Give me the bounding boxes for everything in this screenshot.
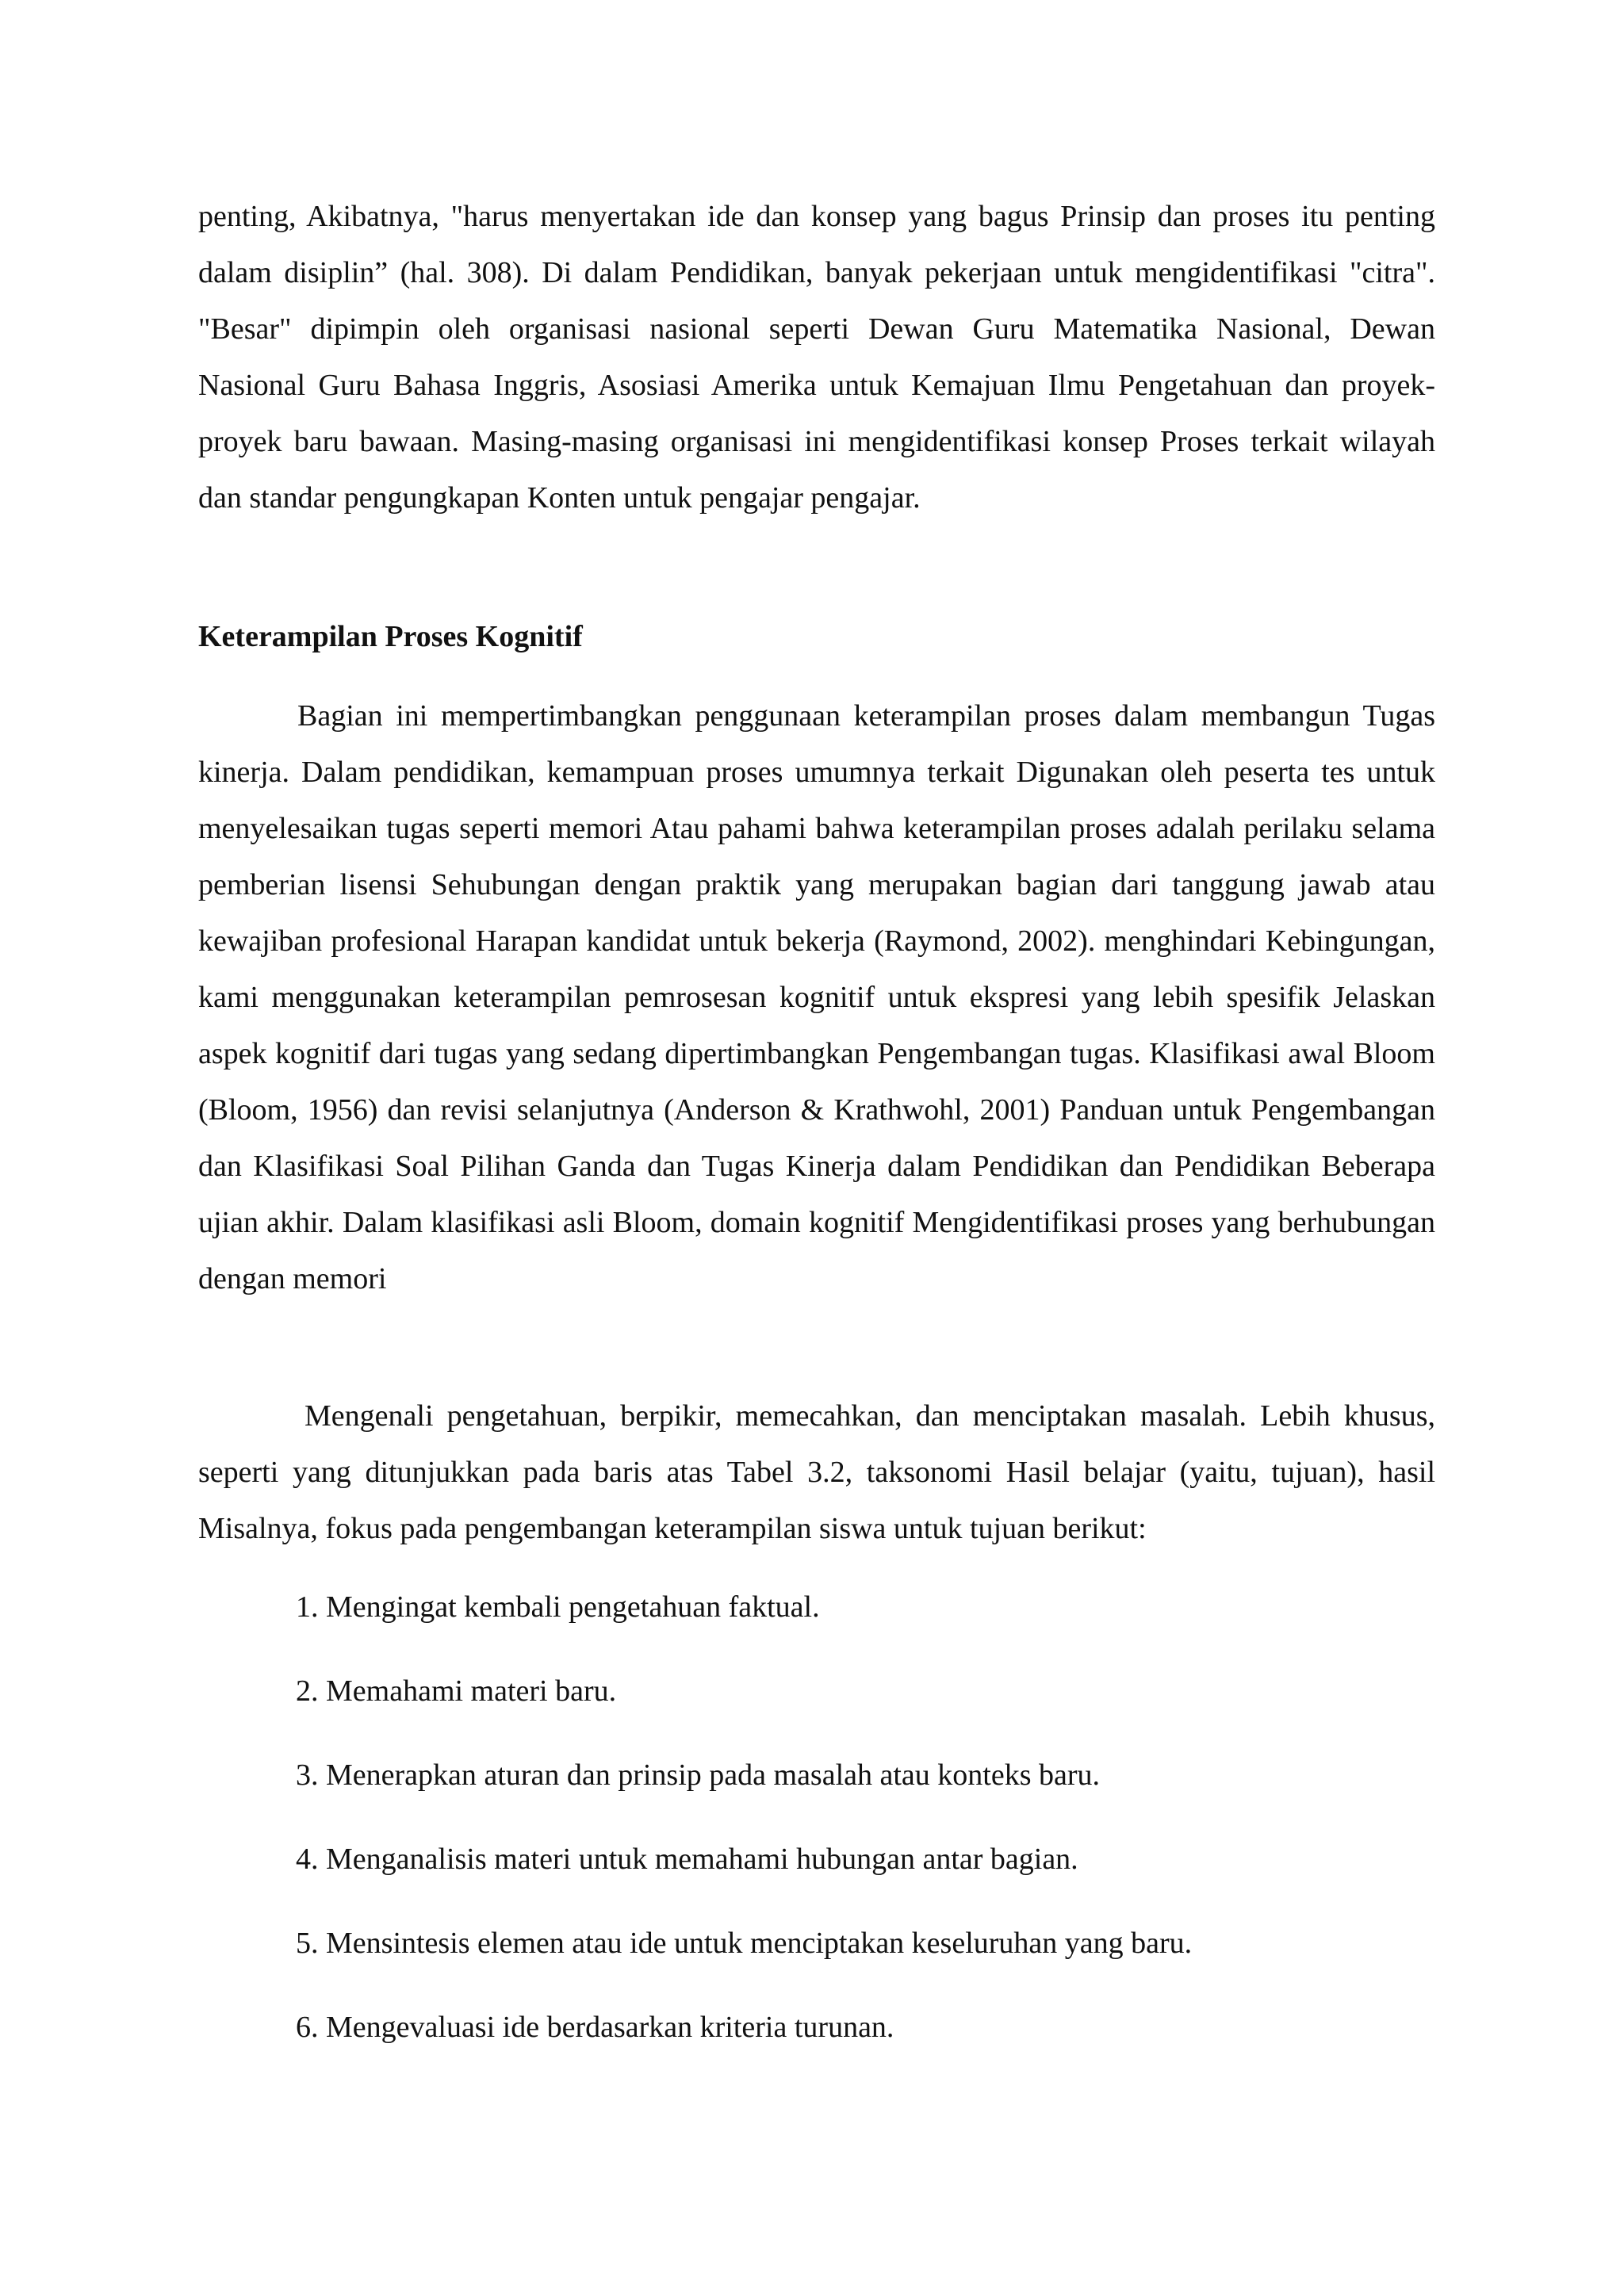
list-item: 3. Menerapkan aturan dan prinsip pada masalah atau konteks baru. xyxy=(296,1758,1101,1792)
list-item: 6. Mengevaluasi ide berdasarkan kriteria turunan. xyxy=(296,2011,894,2044)
section-heading: Keterampilan Proses Kognitif xyxy=(198,620,583,653)
list-item: 1. Mengingat kembali pengetahuan faktual. xyxy=(296,1590,820,1624)
list-item: 5. Mensintesis elemen atau ide untuk menciptakan keseluruhan yang baru. xyxy=(296,1927,1193,1960)
list-item: 4. Menganalisis materi untuk memahami hubungan antar bagian. xyxy=(296,1843,1078,1876)
body-paragraph-3: Mengenali pengetahuan, berpikir, memecahkan, dan menciptakan masalah. Lebih khusus, seperti yang ditunjukkan pada baris atas Tabel 3.2, taksonomi Hasil belajar (yaitu, tujuan), hasil Misalnya, fokus pada pengembangan keterampilan siswa untuk tujuan berikut: xyxy=(198,1399,1435,1545)
body-paragraph-2: Bagian ini mempertimbangkan penggunaan keterampilan proses dalam membangun Tugas kinerja. Dalam pendidikan, kemampuan proses umumnya terkait Digunakan oleh peserta tes untuk menyelesaikan tugas seperti memori Atau pahami bahwa keterampilan proses adalah perilaku selama pemberian lisensi Sehubungan dengan praktik yang merupakan bagian dari tanggung jawab atau kewajiban profesional Harapan kandidat untuk bekerja (Raymond, 2002). menghindari Kebingungan, kami menggunakan keterampilan pemrosesan kognitif untuk ekspresi yang lebih spesifik Jelaskan aspek kognitif dari tugas yang sedang dipertimbangkan Pengembangan tugas. Klasifikasi awal Bloom (Bloom, 1956) dan revisi selanjutnya (Anderson & Krathwohl, 2001) Panduan untuk Pengembangan dan Klasifikasi Soal Pilihan Ganda dan Tugas Kinerja dalam Pendidikan dan Pendidikan Beberapa ujian akhir. Dalam klasifikasi asli Bloom, domain kognitif Mengidentifikasi proses yang berhubungan dengan memori xyxy=(198,699,1435,1295)
objectives-list xyxy=(296,1583,1192,2087)
list-item: 2. Memahami materi baru. xyxy=(296,1674,617,1708)
body-paragraph-1: penting, Akibatnya, "harus menyertakan ide dan konsep yang bagus Prinsip dan proses itu penting dalam disiplin” (hal. 308). Di dalam Pendidikan, banyak pekerjaan untuk mengidentifikasi "citra". "Besar" dipimpin oleh organisasi nasional seperti Dewan Guru Matematika Nasional, Dewan Nasional Guru Bahasa Inggris, Asosiasi Amerika untuk Kemajuan Ilmu Pengetahuan dan proyek-proyek baru bawaan. Masing-masing organisasi ini mengidentifikasi konsep Proses terkait wilayah dan standar pengungkapan Konten untuk pengajar pengajar. xyxy=(198,200,1435,515)
